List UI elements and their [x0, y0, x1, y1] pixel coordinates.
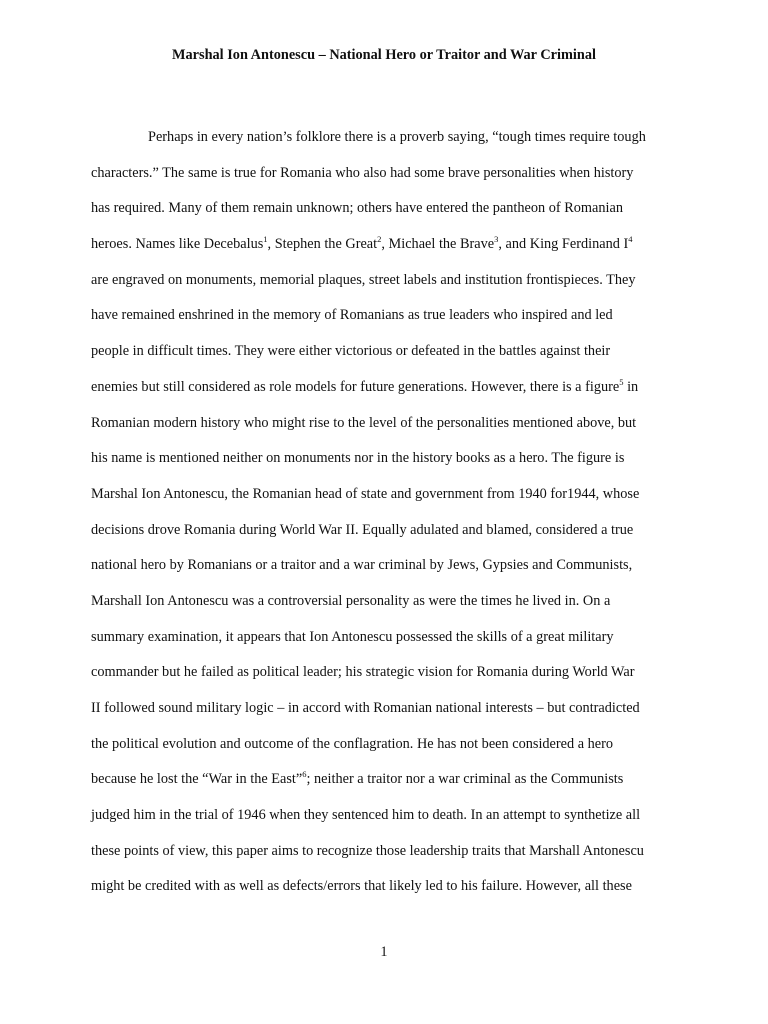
- footnote-marker-2[interactable]: 2: [377, 234, 382, 245]
- paragraph-line: summary examination, it appears that Ion Antonescu possessed the skills of a great military: [91, 628, 614, 645]
- paragraph-line: Marshall Ion Antonescu was a controversial personality as were the times he lived in. On a: [91, 592, 611, 609]
- paragraph-line: [91, 768, 671, 804]
- paragraph-line: commander but he failed as political leader; his strategic vision for Romania during World War: [91, 664, 635, 681]
- document-title: Marshal Ion Antonescu – National Hero or Traitor and War Criminal: [172, 47, 596, 63]
- paragraph-line: might be credited with as well as defects/errors that likely led to his failure. However, all these: [91, 878, 632, 895]
- paragraph-line: the political evolution and outcome of the conflagration. He has not been considered a hero: [91, 735, 614, 752]
- line-text: , Stephen the Great: [267, 236, 378, 253]
- page-number: 1: [380, 944, 388, 960]
- footnote-marker-1[interactable]: 1: [263, 234, 268, 245]
- footnote-marker-4[interactable]: 4: [628, 234, 633, 245]
- paragraph-line: have remained enshrined in the memory of Romanians as true leaders who inspired and led: [91, 307, 613, 324]
- paragraph-line: judged him in the trial of 1946 when they sentenced him to death. In an attempt to synthetize all: [91, 807, 641, 824]
- line-text: ; neither a traitor nor a war criminal as the Communists: [306, 771, 624, 788]
- paragraph-line: Romanian modern history who might rise to the level of the personalities mentioned above, but: [91, 414, 637, 431]
- paragraph-line: Marshal Ion Antonescu, the Romanian head of state and government from 1940 for1944, whose: [91, 485, 640, 502]
- line-text: in: [623, 378, 639, 395]
- paragraph-line: decisions drove Romania during World War II. Equally adulated and blamed, considered a true: [91, 521, 634, 538]
- paragraph-line: Perhaps in every nation’s folklore there is a proverb saying, “tough times require tough: [148, 129, 646, 145]
- line-text: , Michael the Brave: [381, 236, 495, 253]
- paragraph-line: characters.” The same is true for Romania who also had some brave personalities when history: [91, 164, 634, 181]
- footnote-marker-3[interactable]: 3: [494, 234, 499, 245]
- paragraph-line: are engraved on monuments, memorial plaques, street labels and institution frontispieces. They: [91, 271, 636, 288]
- line-text: because he lost the “War in the East”: [91, 771, 303, 788]
- body-paragraph: [91, 126, 671, 911]
- paragraph-line: [91, 376, 671, 412]
- paragraph-line: people in difficult times. They were either victorious or defeated in the battles against their: [91, 343, 611, 360]
- line-text: , and King Ferdinand I: [498, 236, 629, 253]
- line-text: enemies but still considered as role models for future generations. However, there is a figure: [91, 378, 620, 395]
- paragraph-line: these points of view, this paper aims to recognize those leadership traits that Marshall Antonescu: [91, 842, 644, 859]
- line-text: heroes. Names like Decebalus: [91, 236, 264, 253]
- paragraph-line: II followed sound military logic – in accord with Romanian national interests – but contradicted: [91, 700, 640, 716]
- paragraph-line: national hero by Romanians or a traitor and a war criminal by Jews, Gypsies and Communists,: [91, 557, 633, 574]
- paragraph-line: [91, 233, 671, 269]
- paragraph-line: has required. Many of them remain unknown; others have entered the pantheon of Romanian: [91, 200, 624, 217]
- footnote-marker-5[interactable]: 5: [619, 376, 624, 387]
- paragraph-line: his name is mentioned neither on monuments nor in the history books as a hero. The figure is: [91, 450, 625, 467]
- footnote-marker-6[interactable]: 6: [302, 769, 307, 780]
